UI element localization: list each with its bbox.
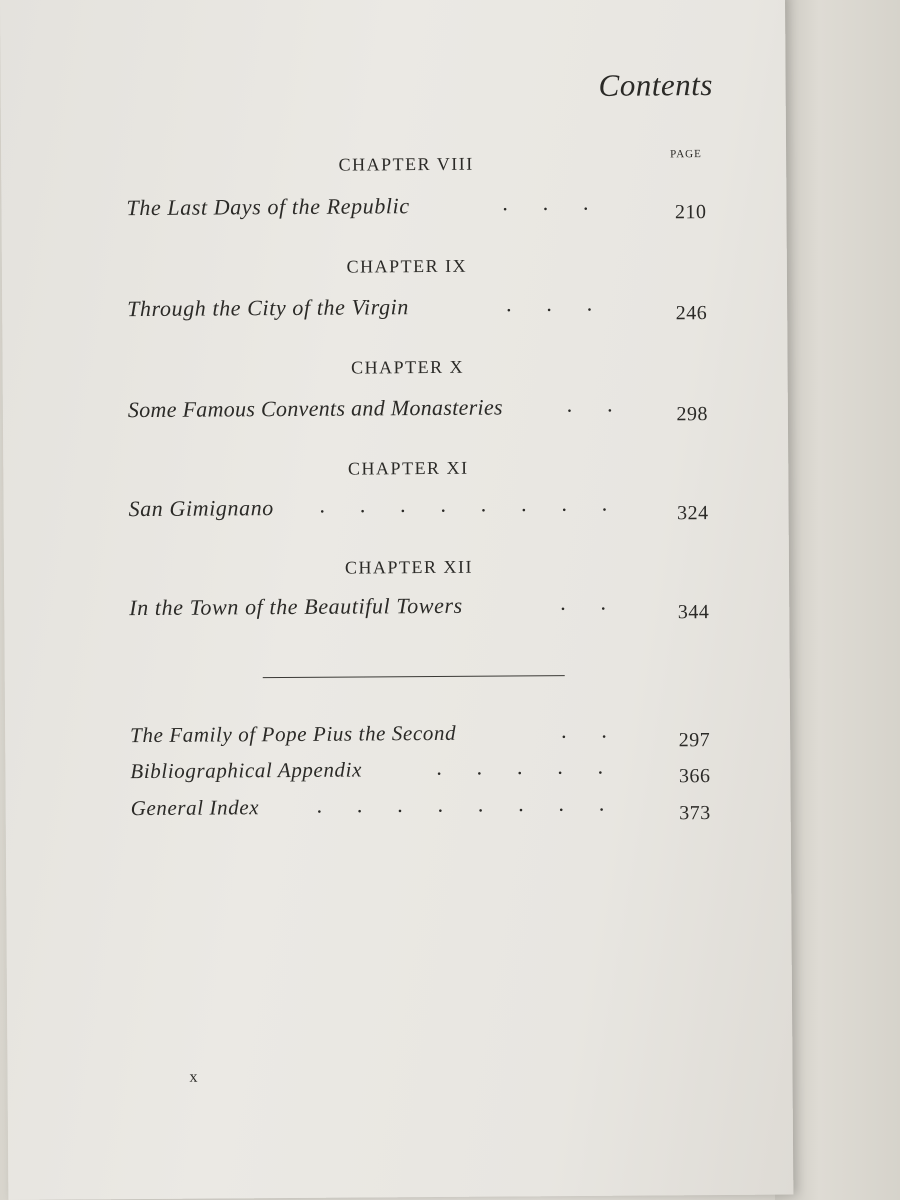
- chapter-heading: CHAPTER XI: [347, 457, 469, 479]
- entry-title: San Gimignano: [128, 495, 274, 522]
- entry-title: The Family of Pope Pius the Second: [130, 720, 457, 748]
- entry-page-number: 210: [674, 201, 707, 224]
- page-column-label: PAGE: [670, 148, 702, 161]
- entry-page-number: 366: [678, 765, 711, 788]
- entry-page-number: 373: [679, 802, 711, 825]
- dot-leaders: · · ·: [501, 195, 590, 222]
- dot-leaders: · ·: [560, 723, 608, 750]
- toc-entry: [129, 591, 709, 631]
- chapter-heading: CHAPTER XII: [344, 556, 474, 578]
- toc-entry: [130, 755, 710, 795]
- toc-entry: [126, 191, 706, 231]
- dot-leaders: · ·: [565, 397, 614, 424]
- chapter-heading: CHAPTER VIII: [338, 153, 474, 175]
- dot-leaders: · · ·: [505, 296, 594, 323]
- entry-title: Bibliographical Appendix: [130, 757, 363, 784]
- entry-title: Some Famous Convents and Monasteries: [127, 394, 503, 423]
- entry-title: Through the City of the Virgin: [127, 294, 410, 322]
- entry-page-number: 297: [678, 729, 711, 752]
- dot-leaders: · · · · · · · ·: [318, 496, 609, 524]
- entry-page-number: 298: [676, 403, 708, 426]
- chapter-heading: CHAPTER X: [350, 356, 465, 378]
- dot-leaders: · · · · ·: [435, 759, 605, 786]
- dot-leaders: · · · · · · · ·: [315, 796, 606, 824]
- section-divider: [263, 675, 565, 678]
- page-folio: x: [189, 1068, 198, 1086]
- dot-leaders: · ·: [559, 595, 608, 622]
- entry-title: General Index: [130, 795, 260, 821]
- entry-page-number: 344: [677, 601, 710, 624]
- toc-entry: [131, 792, 711, 832]
- running-title: Contents: [598, 67, 713, 103]
- underlying-page-edge: [775, 0, 900, 1200]
- toc-entry: [128, 492, 708, 532]
- toc-entry: [127, 292, 707, 332]
- entry-title: In the Town of the Beautiful Towers: [129, 592, 463, 621]
- entry-page-number: 246: [675, 302, 708, 325]
- entry-page-number: 324: [677, 502, 709, 525]
- entry-title: The Last Days of the Republic: [126, 193, 410, 221]
- chapter-heading: CHAPTER IX: [346, 255, 468, 277]
- toc-entry: [130, 719, 710, 759]
- toc-entry: [128, 393, 708, 433]
